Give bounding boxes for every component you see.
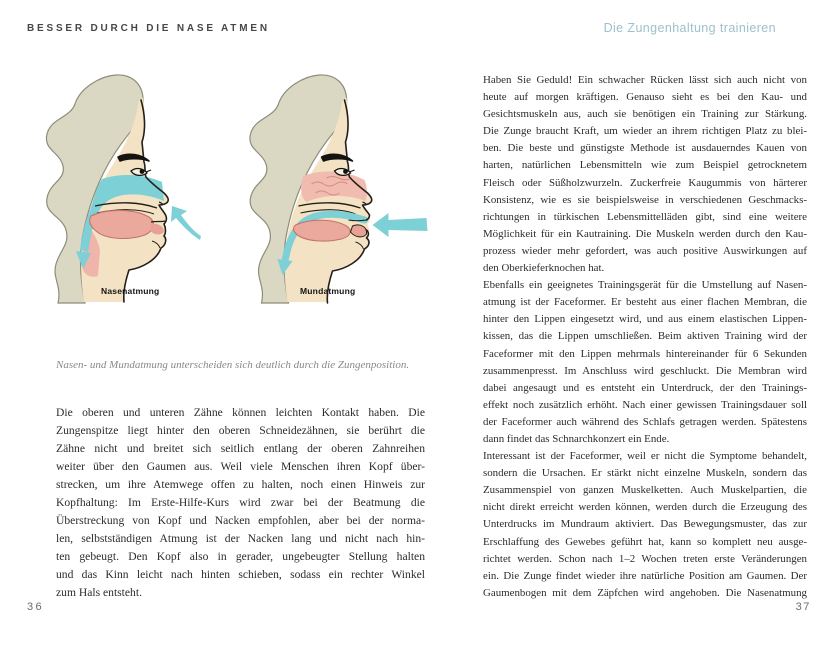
text-line: Haben Sie Geduld! Ein schwacher Rücken lässt sich auch nicht von (483, 74, 807, 86)
text-line: Kopfhaltung: Im Erste-Hilfe-Kurs wird zwar bei der Beatmung die (56, 496, 425, 509)
anatomy-figures (28, 72, 440, 310)
text-line: ben. Die beste und günstigste Methode ist ausdauerndes Kauen von (483, 142, 807, 155)
text-line: Die Zunge braucht Kraft, um wieder an ihrem richtigen Platz zu blei- (483, 125, 807, 138)
text-line: Zähne nicht und breitet sich seitlich entlang der oberen Zahnreihen (56, 442, 425, 455)
text-line: Überstreckung von Kopf und Nacken empfohlen, aber bei der norma- (56, 514, 425, 527)
paragraph (56, 404, 425, 602)
text-line: Gesichtsmuskeln aus, auch sie benötigen ein Training zur Stärkung. (483, 108, 807, 121)
paragraph (483, 72, 807, 277)
text-line: und das Kinn leicht nach hinten schieben, sodass ein rechter Winkel (56, 568, 425, 581)
text-line: hinter den Lippen eingesetzt wird, und aus einem elastischen Lippen- (483, 313, 807, 326)
text-line: harten, natürlichen Lebensmitteln wie zum Beispiel getrocknetem (483, 159, 807, 172)
text-line: nicht direkt erreicht werden können, werden durch die Erzeugung des (483, 501, 807, 514)
nose-airflow-arrow (171, 206, 201, 240)
text-line: Zungenspitze liegt hinter den oberen Schneidezähnen, sie berührt die (56, 424, 425, 437)
text-line: Konsistenz, wie es sie beispielsweise in verschiedenen Geschmacks- (483, 193, 807, 206)
text-line: ten gebeugt. Den Kopf also in gerader, ungebeugter Stellung halten (56, 550, 425, 563)
text-line: Ebenfalls ein geeignetes Trainingsgerät für die Umstellung auf Nasen- (483, 279, 807, 292)
text-line: Unterdrucks im Mundraum aktiviert. Das Bewegungsmuster, das zur (483, 518, 807, 531)
text-line: richtungen in türkischen Lebensmittelläden gibt, sind eine weitere (483, 210, 807, 223)
text-line: kissen, das die Lippen umschließen. Beim aktiven Training wird der (483, 330, 807, 343)
figure-label-nasenatmung: Nasenatmung (101, 286, 160, 296)
paragraph (483, 277, 807, 448)
running-head-right: Die Zungenhaltung trainieren (603, 21, 776, 35)
mouth-airflow-arrow (373, 213, 428, 237)
text-line: dann findet das Schnarchkonzert ein Ende. (483, 432, 670, 445)
tongue-shape (293, 220, 350, 241)
text-line: sondern die Ursachen. Er stärkt nicht einzelne Muskeln, sondern das (483, 467, 807, 480)
text-line: atmung ist der Faceformer. Er besteht aus einer flachen Membran, die (483, 296, 807, 309)
text-line: ein. Die Zunge findet wieder ihre natürliche Position am Gaumen. Der (483, 569, 807, 582)
text-line: Gaumenbogen mit dem Zäpfchen wird angehoben. Die Nasenatmung (483, 586, 807, 599)
left-page-body-text (56, 404, 425, 602)
text-line: prozess wieder mehr gefordert, was auch positive Auswirkungen auf (483, 244, 807, 257)
text-line: len, selbstständigen Atmung ist der Nacken lang und nicht nach hin- (56, 532, 425, 545)
figure-label-mundatmung: Mundatmung (300, 286, 356, 296)
eye (335, 169, 355, 176)
text-line: strecken, um ihre Atemwege offen zu halten, noch einen Hinweis zur (56, 478, 425, 491)
text-line: Interessant ist der Faceformer, weil er nicht die Symptome behandelt, (483, 450, 807, 463)
text-line: dabei angesaugt und es entsteht ein Unterdruck, der den Trainings- (483, 381, 807, 394)
paragraph (483, 448, 807, 602)
running-head-left: BESSER DURCH DIE NASE ATMEN (27, 23, 270, 34)
figure-caption: Nasen- und Mundatmung unterscheiden sich deutlich durch die Zungenposition. (56, 359, 410, 371)
text-line: Fleisch oder Süßholzwurzeln. Zuckerfreie Kaugummis von härterer (483, 176, 807, 189)
text-line: richtet werden. Schon nach 1–2 Wochen treten erste Veränderungen (483, 552, 807, 565)
text-line: Möglichkeit für ein Kautraining. Die Muskeln werden durch den Kau- (483, 227, 807, 240)
text-line: Die oberen und unteren Zähne können leichten Kontakt haben. Die (56, 406, 425, 419)
text-line: Zusammenspiel von ganzen Muskelketten. Auch Muskelpartien, die (483, 484, 807, 497)
eye (131, 169, 151, 176)
text-line: zusammenpresst. Im Anschluss wird geschluckt. Die Membran wird (483, 364, 807, 377)
nasal-breathing-illustration (28, 72, 228, 304)
text-line: Faceformer mit den Lippen mehrmals hintereinander für 6 Sekunden (483, 347, 807, 360)
mouth-breathing-illustration (228, 72, 435, 304)
page-number-left: 36 (27, 601, 45, 613)
right-page-body-text (483, 72, 807, 602)
text-line: der Faceformer auch während des Schlafs getragen werden. Spätestens (483, 415, 807, 428)
text-line: zum Hals entsteht. (56, 586, 142, 599)
text-line: den Oberkieferknochen hat. (483, 262, 605, 275)
text-line: Erschlaffung des Gewebes geführt hat, kann so komplett neu ausge- (483, 535, 807, 548)
text-line: heute auf morgen kräftigen. Genauso sieht es bei den Kau- und (483, 91, 807, 104)
text-line: weiter über den Gaumen aus. Weil viele Menschen ihren Kopf über- (56, 460, 425, 473)
text-line: effekt noch zusätzlich erhöht. Nach einer gewissen Trainingsdauer soll (483, 398, 807, 411)
page-number-right: 37 (795, 601, 811, 613)
